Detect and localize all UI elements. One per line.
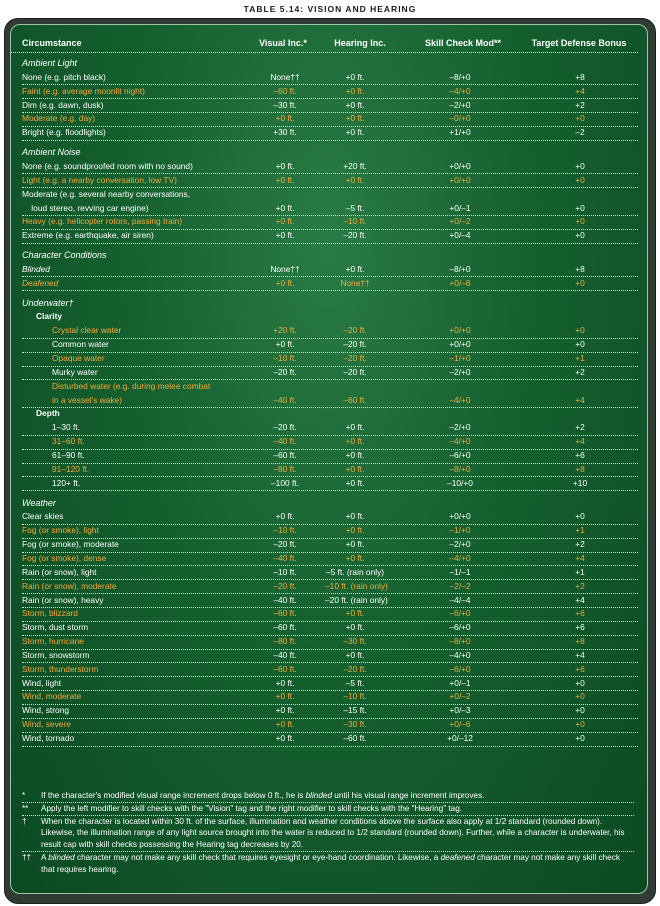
cell-circumstance: Wind, tornado xyxy=(22,733,75,743)
table-row xyxy=(22,113,638,127)
cell-defense-bonus: +0 xyxy=(575,677,585,688)
cell-defense-bonus: +1 xyxy=(575,525,585,536)
table-row xyxy=(22,161,638,175)
cell-hearing-inc: –30 ft. xyxy=(343,719,367,730)
cell-skill-check-mod: +0/–12 xyxy=(447,733,473,743)
cell-visual-inc: –80 ft. xyxy=(273,463,297,474)
cell-circumstance: Wind, moderate xyxy=(22,691,82,702)
cell-defense-bonus: +8 xyxy=(575,71,585,82)
cell-hearing-inc: +20 ft. xyxy=(343,160,367,171)
cell-visual-inc: None†† xyxy=(270,71,300,82)
cell-circumstance: Opaque water xyxy=(52,353,105,363)
cell-skill-check-mod: +0/–3 xyxy=(449,705,471,716)
footnote xyxy=(22,852,634,876)
cell-visual-inc: –60 ft. xyxy=(273,663,297,674)
subsection-heading xyxy=(22,311,638,324)
cell-circumstance: Moderate (e.g. day) xyxy=(22,113,96,124)
table-row xyxy=(22,216,638,230)
cell-visual-inc: –20 ft. xyxy=(273,422,297,433)
table-row xyxy=(22,339,638,353)
cell-circumstance: Heavy (e.g. helicopter rotors, passing train) xyxy=(22,216,183,227)
cell-hearing-inc: –20 ft. xyxy=(343,339,367,350)
cell-hearing-inc: +0 ft. xyxy=(345,422,365,433)
section-label: Ambient Noise xyxy=(22,147,81,158)
cell-skill-check-mod: –6/+0 xyxy=(449,663,471,674)
table-row xyxy=(22,72,638,86)
table-row xyxy=(22,367,638,381)
cell-hearing-inc: +0 ft. xyxy=(345,127,365,138)
cell-visual-inc: +0 ft. xyxy=(275,216,295,227)
cell-defense-bonus: +2 xyxy=(575,422,585,433)
table-row xyxy=(22,381,638,394)
cell-hearing-inc: +0 ft. xyxy=(345,649,365,660)
cell-circumstance: Fog (or smoke), dense xyxy=(22,552,107,563)
cell-visual-inc: +0 ft. xyxy=(275,113,295,124)
cell-visual-inc: +0 ft. xyxy=(275,719,295,730)
cell-circumstance: Wind, light xyxy=(22,677,62,688)
cell-skill-check-mod: –8/+0 xyxy=(449,463,471,474)
cell-hearing-inc: +0 ft. xyxy=(345,622,365,633)
table-row xyxy=(22,664,638,678)
cell-skill-check-mod: –4/+0 xyxy=(449,649,471,660)
table-row xyxy=(22,567,638,581)
cell-circumstance: Fog (or smoke), light xyxy=(22,525,99,536)
cell-skill-check-mod: –4/+0 xyxy=(449,552,471,563)
cell-hearing-inc: –5 ft. (rain only) xyxy=(325,566,385,577)
cell-hearing-inc: –60 ft. xyxy=(343,733,367,743)
cell-visual-inc: +0 ft. xyxy=(275,733,295,743)
cell-skill-check-mod: –8/+0 xyxy=(449,71,471,82)
cell-circumstance: 91–120 ft. xyxy=(52,463,90,474)
cell-visual-inc: +30 ft. xyxy=(273,127,297,138)
cell-hearing-inc: +0 ft. xyxy=(345,511,365,522)
cell-circumstance: in a vessel's wake) xyxy=(52,394,123,405)
table-row xyxy=(22,733,638,747)
table-row xyxy=(22,595,638,609)
cell-hearing-inc: +0 ft. xyxy=(345,113,365,124)
cell-defense-bonus: +8 xyxy=(575,463,585,474)
cell-skill-check-mod: –2/–2 xyxy=(449,580,471,591)
section-label: Ambient Light xyxy=(22,58,78,68)
table-row xyxy=(22,325,638,339)
cell-circumstance: Rain (or snow), light xyxy=(22,566,97,577)
cell-visual-inc: –100 ft. xyxy=(271,477,299,488)
cell-defense-bonus: +0 xyxy=(575,719,585,730)
cell-visual-inc: –40 ft. xyxy=(273,649,297,660)
cell-skill-check-mod: –2/+0 xyxy=(449,539,471,550)
table-row xyxy=(22,511,638,525)
cell-skill-check-mod: –10/+0 xyxy=(447,477,473,488)
footnote-text: until his visual range increment improves. xyxy=(332,791,485,800)
cell-hearing-inc: –20 ft. xyxy=(343,353,367,363)
cell-visual-inc: –40 ft. xyxy=(273,552,297,563)
header-target-defense-bonus: Target Defense Bonus xyxy=(531,38,627,48)
section-label: Clarity xyxy=(36,311,63,322)
cell-skill-check-mod: –6/+0 xyxy=(449,608,471,619)
table-row xyxy=(22,395,638,409)
cell-defense-bonus: +6 xyxy=(575,622,585,633)
cell-circumstance: Storm, thunderstorm xyxy=(22,663,99,674)
cell-circumstance: Common water xyxy=(52,339,109,350)
cell-hearing-inc: +0 ft. xyxy=(345,263,365,274)
footnotes xyxy=(22,790,634,876)
cell-visual-inc: +0 ft. xyxy=(275,202,295,213)
cell-hearing-inc: +0 ft. xyxy=(345,99,365,110)
cell-visual-inc: –10 ft. xyxy=(273,566,297,577)
cell-visual-inc: –60 ft. xyxy=(273,622,297,633)
cell-circumstance: Rain (or snow), moderate xyxy=(22,580,117,591)
footnote-text: character may not make any skill check that requires hearing. xyxy=(41,852,620,874)
cell-circumstance: Clear skies xyxy=(22,511,64,522)
cell-circumstance: Murky water xyxy=(52,366,98,377)
cell-defense-bonus: +2 xyxy=(575,580,585,591)
cell-hearing-inc: +0 ft. xyxy=(345,85,365,96)
footnote-text: Apply the left modifier to skill checks with the "Vision" tag and the right modifier to skill checks with the "Hearing" tag. xyxy=(41,803,463,813)
cell-visual-inc: –10 ft. xyxy=(273,525,297,536)
cell-hearing-inc: –20 ft. xyxy=(343,663,367,674)
cell-skill-check-mod: –8/+0 xyxy=(449,636,471,646)
cell-skill-check-mod: –4/–4 xyxy=(449,594,471,605)
section-label: Depth xyxy=(36,408,60,419)
section-heading xyxy=(22,147,638,160)
cell-skill-check-mod: +0/–8 xyxy=(449,277,471,288)
cell-visual-inc: –60 ft. xyxy=(273,85,297,96)
table-row xyxy=(22,581,638,595)
cell-visual-inc: –40 ft. xyxy=(273,436,297,447)
footnote xyxy=(22,790,634,803)
cell-hearing-inc: –20 ft. xyxy=(343,325,367,336)
cell-visual-inc: +20 ft. xyxy=(273,325,297,336)
cell-defense-bonus: +4 xyxy=(575,552,585,563)
header-visual-inc: Visual Inc.* xyxy=(259,38,307,48)
cell-defense-bonus: +0 xyxy=(575,202,585,213)
cell-circumstance: Crystal clear water xyxy=(52,325,122,336)
cell-visual-inc: +0 ft. xyxy=(275,339,295,350)
cell-defense-bonus: +6 xyxy=(575,608,585,619)
cell-skill-check-mod: –2/+0 xyxy=(449,366,471,377)
cell-skill-check-mod: –6/+0 xyxy=(449,622,471,633)
cell-defense-bonus: +2 xyxy=(575,99,585,110)
cell-circumstance: Rain (or snow), heavy xyxy=(22,594,104,605)
table-row xyxy=(22,478,638,492)
cell-skill-check-mod: +0/–1 xyxy=(449,202,471,213)
cell-skill-check-mod: +0/–4 xyxy=(449,230,471,241)
cell-defense-bonus: +8 xyxy=(575,636,585,646)
table-row xyxy=(22,525,638,539)
cell-visual-inc: –60 ft. xyxy=(273,608,297,619)
cell-skill-check-mod: –1/+0 xyxy=(449,525,471,536)
footnote-symbol: † xyxy=(22,816,27,826)
footnote xyxy=(22,803,634,816)
cell-hearing-inc: –60 ft. xyxy=(343,394,367,405)
cell-defense-bonus: +0 xyxy=(575,733,585,743)
footnote-emphasis: blinded xyxy=(48,852,75,862)
cell-skill-check-mod: –8/+0 xyxy=(449,263,471,274)
table-row xyxy=(22,622,638,636)
cell-circumstance: Storm, hurricane xyxy=(22,636,84,646)
table-row xyxy=(22,636,638,650)
footnote-text: If the character's modified visual range increment drops below 0 ft., he is xyxy=(41,791,306,800)
table-row xyxy=(22,678,638,692)
footnote-text: character may not make any skill check that requires eyesight or eye-hand coordination. Likewise, a xyxy=(74,852,441,862)
table-row xyxy=(22,264,638,278)
cell-visual-inc: +0 ft. xyxy=(275,230,295,241)
table-row xyxy=(22,608,638,622)
cell-hearing-inc: –30 ft. xyxy=(343,636,367,646)
table-row xyxy=(22,86,638,100)
section-heading xyxy=(22,250,638,263)
cell-visual-inc: +0 ft. xyxy=(275,277,295,288)
cell-circumstance: Blinded xyxy=(22,263,50,274)
cell-hearing-inc: +0 ft. xyxy=(345,463,365,474)
subsection-heading xyxy=(22,408,638,421)
cell-visual-inc: +0 ft. xyxy=(275,160,295,171)
cell-defense-bonus: +4 xyxy=(575,594,585,605)
cell-skill-check-mod: –2/+0 xyxy=(449,422,471,433)
cell-visual-inc: –20 ft. xyxy=(273,366,297,377)
cell-defense-bonus: +4 xyxy=(575,85,585,96)
cell-hearing-inc: +0 ft. xyxy=(345,608,365,619)
cell-defense-bonus: +0 xyxy=(575,113,585,124)
cell-hearing-inc: –20 ft. xyxy=(343,366,367,377)
cell-skill-check-mod: +0/–2 xyxy=(449,691,471,702)
table-header xyxy=(10,34,638,53)
table-row xyxy=(22,278,638,292)
cell-defense-bonus: +0 xyxy=(575,230,585,241)
cell-visual-inc: None†† xyxy=(270,263,300,274)
cell-hearing-inc: –10 ft. (rain only) xyxy=(325,580,388,591)
cell-circumstance: Storm, blizzard xyxy=(22,608,78,619)
cell-defense-bonus: +2 xyxy=(575,366,585,377)
cell-defense-bonus: +0 xyxy=(575,511,585,522)
cell-visual-inc: –20 ft. xyxy=(273,539,297,550)
cell-defense-bonus: +4 xyxy=(575,649,585,660)
cell-circumstance: 120+ ft. xyxy=(52,477,81,488)
table-row xyxy=(22,436,638,450)
cell-circumstance: Wind, strong xyxy=(22,705,70,716)
cell-visual-inc: –10 ft. xyxy=(273,353,297,363)
cell-circumstance: Bright (e.g. floodlights) xyxy=(22,127,106,138)
cell-skill-check-mod: +0/–6 xyxy=(449,719,471,730)
cell-visual-inc: +0 ft. xyxy=(275,691,295,702)
cell-circumstance: None (e.g. soundproofed room with no sound) xyxy=(22,160,193,171)
footnote-text: A xyxy=(41,852,49,862)
cell-defense-bonus: +0 xyxy=(575,325,585,336)
cell-skill-check-mod: +1/+0 xyxy=(449,127,471,138)
cell-hearing-inc: +0 ft. xyxy=(345,450,365,460)
cell-visual-inc: –30 ft. xyxy=(273,99,297,110)
cell-defense-bonus: +2 xyxy=(575,539,585,550)
cell-hearing-inc: –20 ft. xyxy=(343,230,367,241)
cell-skill-check-mod: +0/+0 xyxy=(449,339,471,350)
cell-defense-bonus: +0 xyxy=(575,705,585,716)
cell-visual-inc: +0 ft. xyxy=(275,677,295,688)
cell-hearing-inc: +0 ft. xyxy=(345,436,365,447)
footnote-text: When the character is located within 30 ft. of the surface, illumination and weather conditions above the surface also apply at 1/2 standard (rounded down). Likewise, the illumination range of any light source brought into the water is reduced to 1/2 standard (rounded down). Further, while a character is underwater, his result cap with skill checks possessing the Hearing tag decreases by 20. xyxy=(41,816,625,850)
cell-circumstance: Fog (or smoke), moderate xyxy=(22,539,119,550)
cell-circumstance: 61–90 ft. xyxy=(52,450,85,460)
cell-circumstance: Storm, snowstorm xyxy=(22,649,90,660)
cell-circumstance: Disturbed water (e.g. during melee combat xyxy=(52,380,211,391)
cell-defense-bonus: +6 xyxy=(575,450,585,460)
cell-circumstance: 1–30 ft. xyxy=(52,422,80,433)
cell-visual-inc: –40 ft. xyxy=(273,394,297,405)
cell-circumstance: Wind, severe xyxy=(22,719,71,730)
cell-circumstance: Dim (e.g. dawn, dusk) xyxy=(22,99,104,110)
cell-circumstance: None (e.g. pitch black) xyxy=(22,71,106,82)
cell-skill-check-mod: +0/+0 xyxy=(449,511,471,522)
cell-circumstance: Deafened xyxy=(22,277,59,288)
cell-hearing-inc: +0 ft. xyxy=(345,174,365,185)
header-skill-check-mod: Skill Check Mod** xyxy=(424,38,502,48)
cell-skill-check-mod: –4/+0 xyxy=(449,436,471,447)
footnote-emphasis: blinded xyxy=(305,791,333,800)
cell-hearing-inc: +0 ft. xyxy=(345,477,365,488)
cell-skill-check-mod: +0/–2 xyxy=(449,216,471,227)
cell-defense-bonus: +1 xyxy=(575,353,585,363)
cell-circumstance: Moderate (e.g. several nearby conversations, xyxy=(22,188,191,199)
cell-skill-check-mod: –2/+0 xyxy=(449,99,471,110)
cell-defense-bonus: +0 xyxy=(575,174,585,185)
header-hearing-inc: Hearing Inc. xyxy=(334,38,386,48)
cell-skill-check-mod: –0/+0 xyxy=(449,113,471,124)
table-title: TABLE 5.14: VISION AND HEARING xyxy=(243,4,417,14)
table-row xyxy=(22,203,638,217)
cell-defense-bonus: +0 xyxy=(575,160,585,171)
cell-hearing-inc: None†† xyxy=(340,277,370,288)
cell-skill-check-mod: +0/–1 xyxy=(449,677,471,688)
table-row xyxy=(22,175,638,189)
cell-hearing-inc: +0 ft. xyxy=(345,539,365,550)
cell-hearing-inc: –5 ft. xyxy=(345,202,365,213)
section-label: Character Conditions xyxy=(22,250,107,260)
cell-skill-check-mod: –4/+0 xyxy=(449,394,471,405)
table-row xyxy=(22,189,638,202)
table-row xyxy=(22,422,638,436)
cell-circumstance: Extreme (e.g. earthquake, air siren) xyxy=(22,230,154,241)
cell-visual-inc: –60 ft. xyxy=(273,450,297,460)
table-row xyxy=(22,650,638,664)
cell-hearing-inc: –20 ft. (rain only) xyxy=(325,594,388,605)
cell-defense-bonus: –2 xyxy=(575,127,585,138)
cell-skill-check-mod: +0/+0 xyxy=(449,174,471,185)
cell-circumstance: Storm, dust storm xyxy=(22,622,89,633)
table-row xyxy=(22,705,638,719)
cell-defense-bonus: +10 xyxy=(572,477,588,488)
footnote-symbol: ** xyxy=(22,803,29,813)
table-row xyxy=(22,553,638,567)
table-row xyxy=(22,450,638,464)
footnote-symbol: * xyxy=(22,791,26,800)
table-row xyxy=(22,464,638,478)
cell-hearing-inc: –10 ft. xyxy=(343,216,367,227)
table-row xyxy=(22,539,638,553)
cell-defense-bonus: +4 xyxy=(575,394,585,405)
table-row xyxy=(22,127,638,141)
cell-skill-check-mod: –1/–1 xyxy=(449,566,471,577)
cell-circumstance: loud stereo, revving car engine) xyxy=(22,202,149,213)
cell-defense-bonus: +8 xyxy=(575,263,585,274)
cell-defense-bonus: +6 xyxy=(575,663,585,674)
cell-skill-check-mod: +0/+0 xyxy=(449,160,471,171)
table-row xyxy=(22,691,638,705)
section-heading xyxy=(22,498,638,511)
cell-visual-inc: +0 ft. xyxy=(275,174,295,185)
cell-visual-inc: –40 ft. xyxy=(273,594,297,605)
cell-hearing-inc: –10 ft. xyxy=(343,691,367,702)
cell-hearing-inc: –15 ft. xyxy=(343,705,367,716)
cell-skill-check-mod: +0/+0 xyxy=(449,325,471,336)
table-row xyxy=(22,719,638,733)
section-label: Underwater† xyxy=(22,297,74,308)
footnote-emphasis: deafened xyxy=(440,852,475,862)
cell-defense-bonus: +0 xyxy=(575,339,585,350)
footnote xyxy=(22,816,634,852)
cell-defense-bonus: +0 xyxy=(575,691,585,702)
cell-defense-bonus: +0 xyxy=(575,216,585,227)
cell-hearing-inc: +0 ft. xyxy=(345,552,365,563)
cell-skill-check-mod: –6/+0 xyxy=(449,450,471,460)
cell-hearing-inc: +0 ft. xyxy=(345,525,365,536)
cell-defense-bonus: +4 xyxy=(575,436,585,447)
footnote-symbol: †† xyxy=(22,852,32,862)
cell-hearing-inc: +0 ft. xyxy=(345,71,365,82)
cell-circumstance: Faint (e.g. average moonlit night) xyxy=(22,85,145,96)
cell-visual-inc: +0 ft. xyxy=(275,705,295,716)
cell-hearing-inc: –5 ft. xyxy=(345,677,365,688)
table-row xyxy=(22,100,638,114)
table-row xyxy=(22,230,638,244)
cell-skill-check-mod: –4/+0 xyxy=(449,85,471,96)
table-row xyxy=(22,353,638,367)
cell-defense-bonus: +0 xyxy=(575,277,585,288)
cell-skill-check-mod: –1/+0 xyxy=(449,353,471,363)
cell-defense-bonus: +1 xyxy=(575,566,585,577)
section-heading xyxy=(22,58,638,71)
cell-circumstance: Light (e.g. a nearby conversation, low TV) xyxy=(22,174,177,185)
cell-visual-inc: +0 ft. xyxy=(275,511,295,522)
cell-visual-inc: –20 ft. xyxy=(273,580,297,591)
section-heading xyxy=(22,298,638,311)
header-circumstance: Circumstance xyxy=(22,38,82,48)
cell-circumstance: 31–60 ft. xyxy=(52,436,85,447)
cell-visual-inc: –80 ft. xyxy=(273,636,297,646)
section-label: Weather xyxy=(22,497,56,508)
